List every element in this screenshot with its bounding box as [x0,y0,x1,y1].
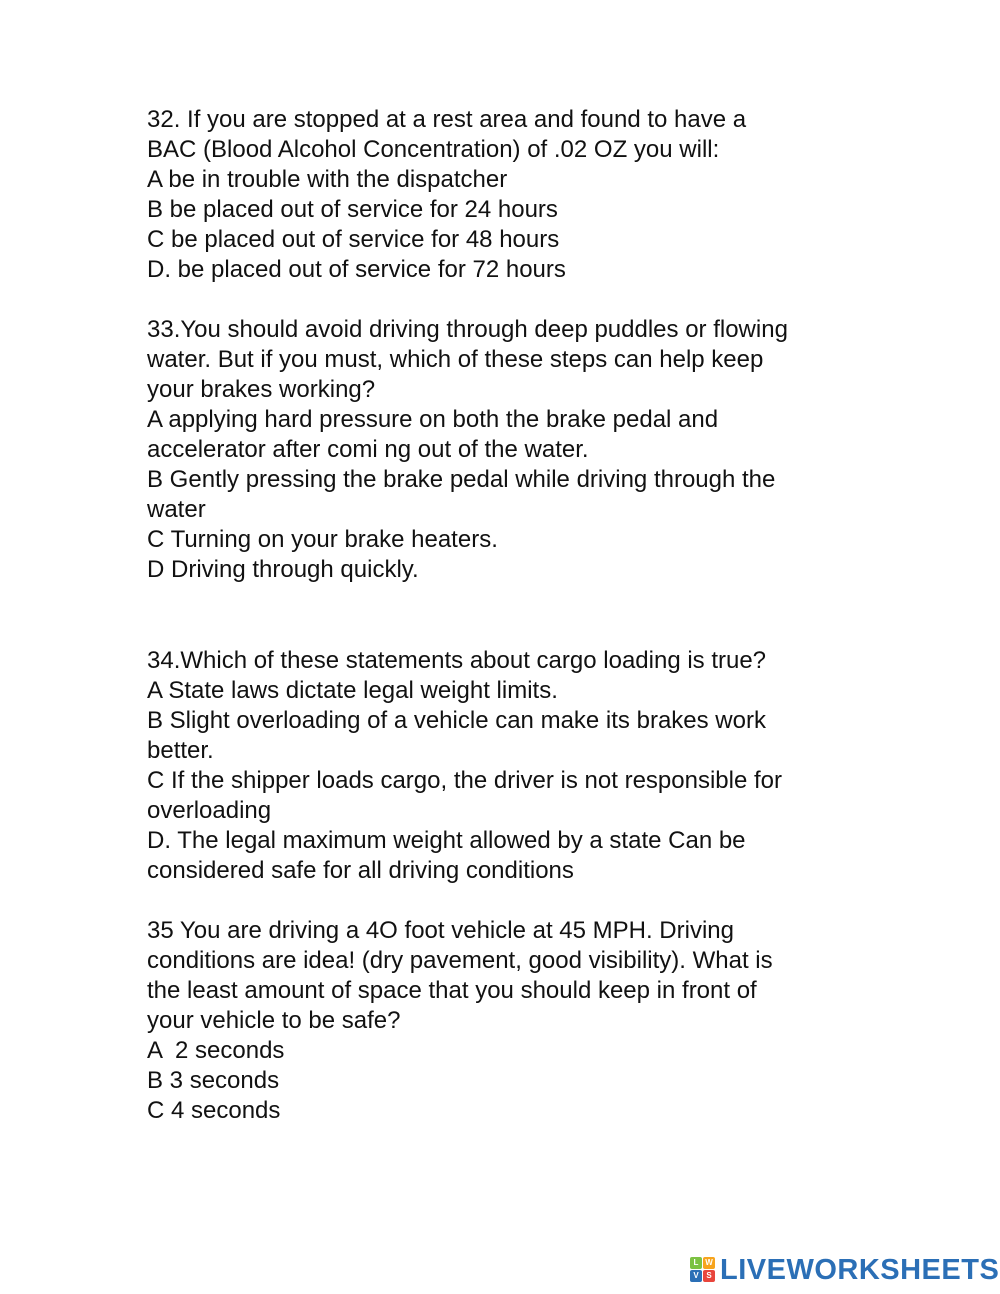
question-34-option-b-cont: better. [147,737,214,764]
question-33-text-line-3: your brakes working? [147,376,376,403]
question-35-option-c: C 4 seconds [147,1097,281,1124]
question-33-text-line-1: 33.You should avoid driving through deep puddles or flowing [147,316,788,343]
question-34-option-d: D. The legal maximum weight allowed by a state Can be [147,827,746,854]
question-32-text-line-2: BAC (Blood Alcohol Concentration) of .02 OZ you will: [147,136,720,163]
question-33-text-line-2: water. But if you must, which of these steps can help keep [147,346,764,373]
question-33-option-a: A applying hard pressure on both the brake pedal and [147,406,719,433]
question-34-option-d-cont: considered safe for all driving conditions [147,857,574,884]
liveworksheets-logo [690,1254,999,1286]
question-33-option-a-cont: accelerator after comi ng out of the water. [147,436,589,463]
question-33-option-b-cont: water [147,496,206,523]
question-35-option-a: A 2 seconds [147,1037,285,1064]
question-35-text-line-4: your vehicle to be safe? [147,1007,401,1034]
question-34-option-c-cont: overloading [147,797,272,824]
question-35-text-line-3: the least amount of space that you should keep in front of [147,977,757,1004]
question-32-option-d: D. be placed out of service for 72 hours [147,256,566,283]
question-32-option-c: C be placed out of service for 48 hours [147,226,560,253]
question-32-option-a: A be in trouble with the dispatcher [147,166,508,193]
question-32-option-b: B be placed out of service for 24 hours [147,196,558,223]
question-35-option-b: B 3 seconds [147,1067,280,1094]
question-35-text-line-2: conditions are idea! (dry pavement, good visibility). What is [147,947,773,974]
question-33-option-c: C Turning on your brake heaters. [147,526,498,553]
question-35-text-line-1: 35 You are driving a 4O foot vehicle at 45 MPH. Driving [147,917,734,944]
question-34-option-c: C If the shipper loads cargo, the driver is not responsible for [147,767,782,794]
letter-blocks-icon: L W V S [690,1257,716,1283]
question-33-option-b: B Gently pressing the brake pedal while driving through the [147,466,776,493]
question-33-option-d: D Driving through quickly. [147,556,419,583]
question-34-text-line-1: 34.Which of these statements about cargo loading is true? [147,647,767,674]
question-34-option-a: A State laws dictate legal weight limits. [147,677,558,704]
question-32-text-line-1: 32. If you are stopped at a rest area and found to have a [147,106,747,133]
brand-name: LIVEWORKSHEETS [720,1253,1000,1286]
question-34-option-b: B Slight overloading of a vehicle can make its brakes work [147,707,766,734]
